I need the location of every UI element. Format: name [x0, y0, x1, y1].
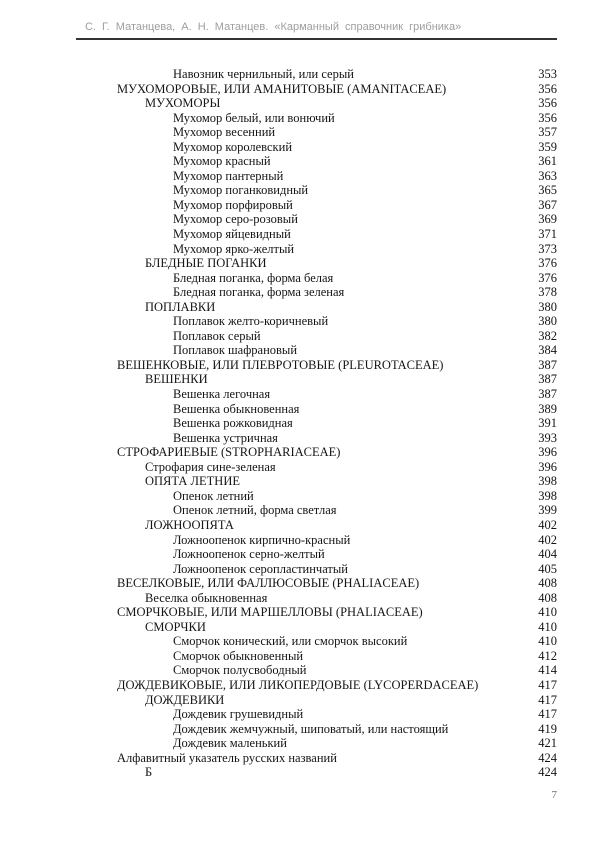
toc-entry-title: Веселка обыкновенная [145, 590, 268, 605]
toc-entry [80, 634, 557, 649]
toc-entry-title: Алфавитный указатель русских названий [117, 750, 337, 765]
toc-entry [80, 489, 557, 504]
toc-entry-page: 371 [538, 227, 557, 242]
toc-entry [80, 82, 557, 97]
toc-entry-page: 373 [538, 241, 557, 256]
toc-entry-page: 398 [538, 474, 557, 489]
toc-entry [80, 314, 557, 329]
toc-entry-page: 410 [538, 634, 557, 649]
toc-entry-title: Мухомор белый, или вонючий [173, 110, 335, 125]
toc-entry [80, 358, 557, 373]
toc-entry-title: Поплавок серый [173, 328, 261, 343]
toc-entry-title: Ложноопенок кирпично-красный [173, 532, 351, 547]
toc-entry-title: Поплавок желто-коричневый [173, 314, 329, 329]
toc-entry-page: 421 [538, 736, 557, 751]
toc-entry [80, 212, 557, 227]
toc-entry-title: СТРОФАРИЕВЫЕ (STROPHARIACEAE) [117, 445, 341, 460]
toc-entry [80, 576, 557, 591]
toc-entry-page: 402 [538, 517, 557, 532]
toc-entry-title: ДОЖДЕВИКОВЫЕ, ИЛИ ЛИКОПЕРДОВЫЕ (LYCOPERDACEAE) [117, 677, 479, 692]
toc-entry-page: 376 [538, 270, 557, 285]
toc-entry-title: Мухомор красный [173, 154, 271, 169]
toc-entry [80, 183, 557, 198]
toc-entry-page: 384 [538, 343, 557, 358]
toc-entry-page: 417 [538, 707, 557, 722]
toc-entry-title: Ложноопенок серно-желтый [173, 547, 325, 562]
toc-entry [80, 693, 557, 708]
toc-entry-page: 353 [538, 67, 557, 81]
running-header [76, 0, 557, 40]
toc-entry-page: 417 [538, 692, 557, 707]
toc-entry [80, 198, 557, 213]
toc-entry-title: Навозник чернильный, или серый [173, 67, 354, 81]
toc-entry [80, 125, 557, 140]
toc-entry-page: 357 [538, 125, 557, 140]
page-number: 7 [551, 789, 557, 801]
toc-entry-page: 402 [538, 532, 557, 547]
running-title: С. Г. Матанцева, А. Н. Матанцев. «Карманный справочник грибника» [85, 21, 462, 33]
toc-entry-title: Бледная поганка, форма белая [173, 270, 334, 285]
toc-entry-title: СМОРЧКОВЫЕ, ИЛИ МАРШЕЛЛОВЫ (PHALIACEAE) [117, 605, 423, 620]
toc-entry-title: ВЕШЕНКИ [145, 372, 208, 387]
toc-entry [80, 605, 557, 620]
toc-entry-title: Сморчок конический, или сморчок высокий [173, 634, 408, 649]
toc-entry [80, 663, 557, 678]
toc-entry [80, 111, 557, 126]
toc-entry-page: 367 [538, 197, 557, 212]
toc-entry [80, 372, 557, 387]
toc-entry-title: Опенок летний, форма светлая [173, 503, 337, 518]
toc-entry-page: 391 [538, 416, 557, 431]
toc-entry-page: 399 [538, 503, 557, 518]
toc-entry-title: Строфария сине-зеленая [145, 459, 276, 474]
toc-entry [80, 242, 557, 257]
toc-entry [80, 154, 557, 169]
toc-entry [80, 722, 557, 737]
toc-entry [80, 387, 557, 402]
toc-entry [80, 445, 557, 460]
toc-entry-page: 387 [538, 372, 557, 387]
toc-entry [80, 707, 557, 722]
toc-entry-page: 424 [538, 750, 557, 765]
toc-entry [80, 678, 557, 693]
toc-entry-title: Бледная поганка, форма зеленая [173, 285, 345, 300]
toc-entry-title: Поплавок шафрановый [173, 343, 298, 358]
toc-entry [80, 227, 557, 242]
toc-entry-title: Мухомор королевский [173, 139, 293, 154]
toc-entry-title: СМОРЧКИ [145, 619, 206, 634]
toc-entry-page: 414 [538, 663, 557, 678]
toc-entry-title: Вешенка устричная [173, 430, 278, 445]
toc-entry [80, 343, 557, 358]
toc-entry-title: Мухомор порфировый [173, 197, 293, 212]
toc-entry [80, 533, 557, 548]
toc-entry-title: БЛЕДНЫЕ ПОГАНКИ [145, 256, 267, 271]
toc-entry [80, 402, 557, 417]
toc-entry-title: Вешенка обыкновенная [173, 401, 300, 416]
toc-entry-page: 369 [538, 212, 557, 227]
toc-entry-page: 356 [538, 81, 557, 96]
toc-entry-page: 404 [538, 547, 557, 562]
toc-entry-title: Мухомор ярко-желтый [173, 241, 295, 256]
toc-entry-page: 378 [538, 285, 557, 300]
toc-entry [80, 285, 557, 300]
toc-entry [80, 67, 557, 82]
toc-entry [80, 547, 557, 562]
toc-entry-title: Опенок летний [173, 488, 254, 503]
toc-entry [80, 431, 557, 446]
toc-entry-page: 356 [538, 110, 557, 125]
toc-entry-title: Дождевик маленький [173, 736, 287, 751]
toc-entry-title: ВЕСЕЛКОВЫЕ, ИЛИ ФАЛЛЮСОВЫЕ (PHALIACEAE) [117, 576, 420, 591]
toc-entry [80, 140, 557, 155]
toc-entry-page: 356 [538, 96, 557, 111]
toc-entry [80, 649, 557, 664]
toc-entry-page: 393 [538, 430, 557, 445]
toc-entry-page: 396 [538, 459, 557, 474]
toc-entry-title: Сморчок обыкновенный [173, 648, 304, 663]
toc-entry-title: ЛОЖНООПЯТА [145, 517, 234, 532]
toc-entry-title: МУХОМОРЫ [145, 96, 221, 111]
toc-entry-title: Дождевик жемчужный, шиповатый, или настоящий [173, 721, 449, 736]
toc-entry-page: 410 [538, 619, 557, 634]
toc-entry-title: ДОЖДЕВИКИ [145, 692, 225, 707]
toc-entry-page: 380 [538, 314, 557, 329]
toc-entry [80, 474, 557, 489]
toc-entry-page: 359 [538, 139, 557, 154]
toc-entry-title: Мухомор весенний [173, 125, 276, 140]
toc-entry-page: 365 [538, 183, 557, 198]
toc-entry-page: 387 [538, 357, 557, 372]
toc-entry-page: 387 [538, 387, 557, 402]
toc-entry-title: Дождевик грушевидный [173, 707, 304, 722]
toc-entry-title: МУХОМОРОВЫЕ, ИЛИ АМАНИТОВЫЕ (AMANITACEAE) [117, 81, 447, 96]
toc-entry [80, 329, 557, 344]
toc-entry-page: 363 [538, 168, 557, 183]
page-footer [552, 789, 558, 801]
toc-entry-page: 361 [538, 154, 557, 169]
toc-entry-page: 380 [538, 299, 557, 314]
toc-entry-page: 408 [538, 576, 557, 591]
toc-entry-page: 389 [538, 401, 557, 416]
toc-entry [80, 518, 557, 533]
toc-entry-title: Мухомор яйцевидный [173, 227, 291, 242]
toc-entry-page: 405 [538, 561, 557, 576]
toc-entry-page: 419 [538, 721, 557, 736]
toc-entry-title: ОПЯТА ЛЕТНИЕ [145, 474, 240, 489]
toc-entry [80, 300, 557, 315]
toc-entry [80, 620, 557, 635]
toc-entry-page: 424 [538, 765, 557, 780]
toc-entry [80, 271, 557, 286]
toc-entry [80, 503, 557, 518]
toc-entry-title: Мухомор серо-розовый [173, 212, 298, 227]
toc-entry [80, 736, 557, 751]
toc-entry-page: 410 [538, 605, 557, 620]
toc-entry-page: 396 [538, 445, 557, 460]
toc-entry-page: 412 [538, 648, 557, 663]
toc-entry [80, 591, 557, 606]
toc-entry-page: 376 [538, 256, 557, 271]
toc-entry-title: Ложноопенок серопластинчатый [173, 561, 348, 576]
toc-entry-page: 408 [538, 590, 557, 605]
toc-entry [80, 169, 557, 184]
toc-entry [80, 765, 557, 780]
table-of-contents [80, 67, 557, 780]
toc-entry [80, 416, 557, 431]
toc-entry-title: Вешенка рожковидная [173, 416, 293, 431]
toc-entry-title: Вешенка легочная [173, 387, 271, 402]
toc-entry [80, 562, 557, 577]
toc-entry-title: Мухомор пантерный [173, 168, 284, 183]
toc-entry-page: 417 [538, 677, 557, 692]
toc-entry-title: ВЕШЕНКОВЫЕ, ИЛИ ПЛЕВРОТОВЫЕ (PLEUROTACEAE) [117, 357, 444, 372]
toc-entry-page: 398 [538, 488, 557, 503]
toc-entry-title: Сморчок полусвободный [173, 663, 307, 678]
toc-entry-page: 382 [538, 328, 557, 343]
toc-entry-title: ПОПЛАВКИ [145, 299, 216, 314]
toc-entry-title: Б [145, 765, 153, 780]
toc-entry [80, 96, 557, 111]
toc-entry [80, 256, 557, 271]
toc-entry [80, 751, 557, 766]
toc-entry [80, 460, 557, 475]
toc-entry-title: Мухомор поганковидный [173, 183, 309, 198]
